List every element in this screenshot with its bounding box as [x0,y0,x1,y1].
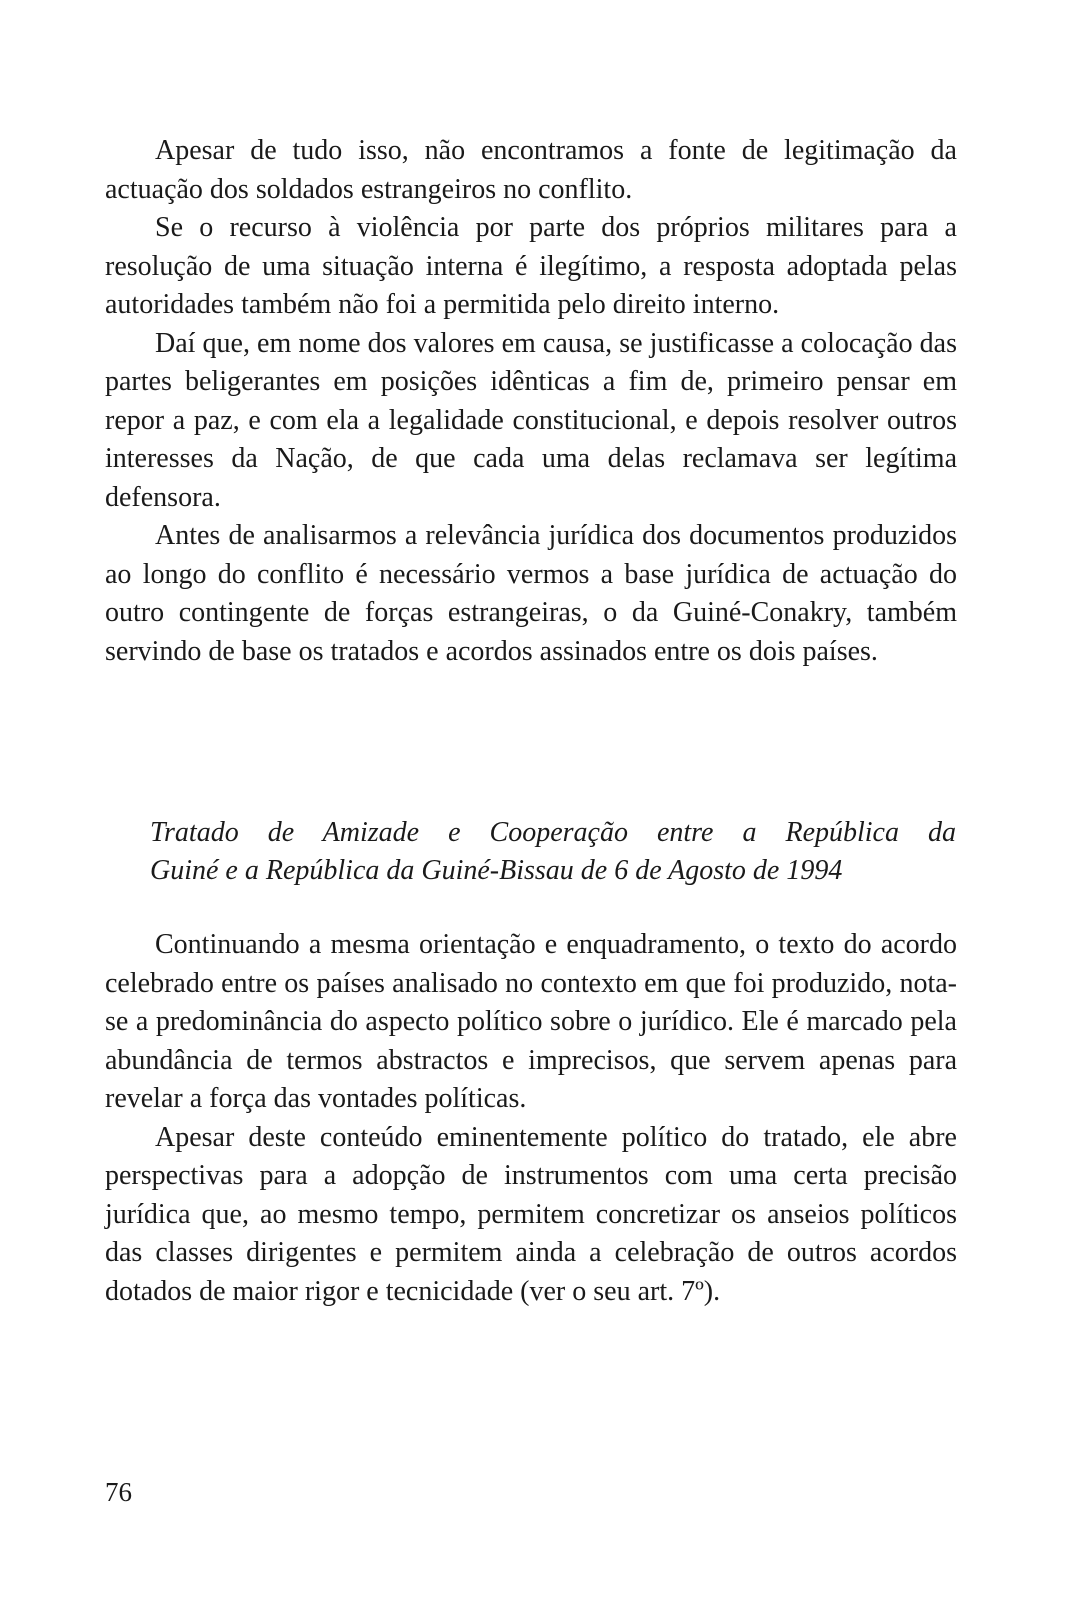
paragraph: Apesar de tudo isso, não encontramos a fonte de legitimação da actuação dos soldados estrangeiros no conflito. [105,135,957,205]
body-section-2 [105,926,957,1311]
paragraph: Apesar deste conteúdo eminentemente político do tratado, ele abre perspectivas para a adopção de instrumentos com uma certa precisão jurídica que, ao mesmo tempo, permitem concretizar os anseios políticos das classes dirigentes e permitem ainda a celebração de outros acordos dotados de maior rigor e tecnicidade (ver o seu art. 7º). [105,1121,957,1307]
section-heading [150,814,956,890]
paragraph: Continuando a mesma orientação e enquadramento, o texto do acordo celebrado entre os países analisado no contexto em que foi produzido, nota-se a predominância do aspecto político sobre o jurídico. Ele é marcado pela abundância de termos abstractos e imprecisos, que servem apenas para revelar a força das vontades políticas. [105,929,957,1114]
page-number: 76 [105,1477,132,1507]
body-section-1 [105,132,957,671]
section-heading-line-2: Guiné e a República da Guiné-Bissau de 6 de Agosto de 1994 [150,855,843,886]
section-heading-line-1: Tratado de Amizade e Cooperação entre a República da [150,817,956,848]
paragraph: Se o recurso à violência por parte dos próprios militares para a resolução de uma situação interna é ilegítimo, a resposta adoptada pelas autoridades também não foi a permitida pelo direito interno. [105,212,957,320]
paragraph: Antes de analisarmos a relevância jurídica dos documentos produzidos ao longo do conflito é necessário vermos a base jurídica de actuação do outro contingente de forças estrangeiras, o da Guiné-Conakry, também servindo de base os tratados e acordos assinados entre os dois países. [105,520,957,667]
paragraph: Daí que, em nome dos valores em causa, se justificasse a colocação das partes beligerantes em posições idênticas a fim de, primeiro pensar em repor a paz, e com ela a legalidade constitucional, e depois resolver outros interesses da Nação, de que cada uma delas reclamava ser legítima defensora. [105,327,957,513]
